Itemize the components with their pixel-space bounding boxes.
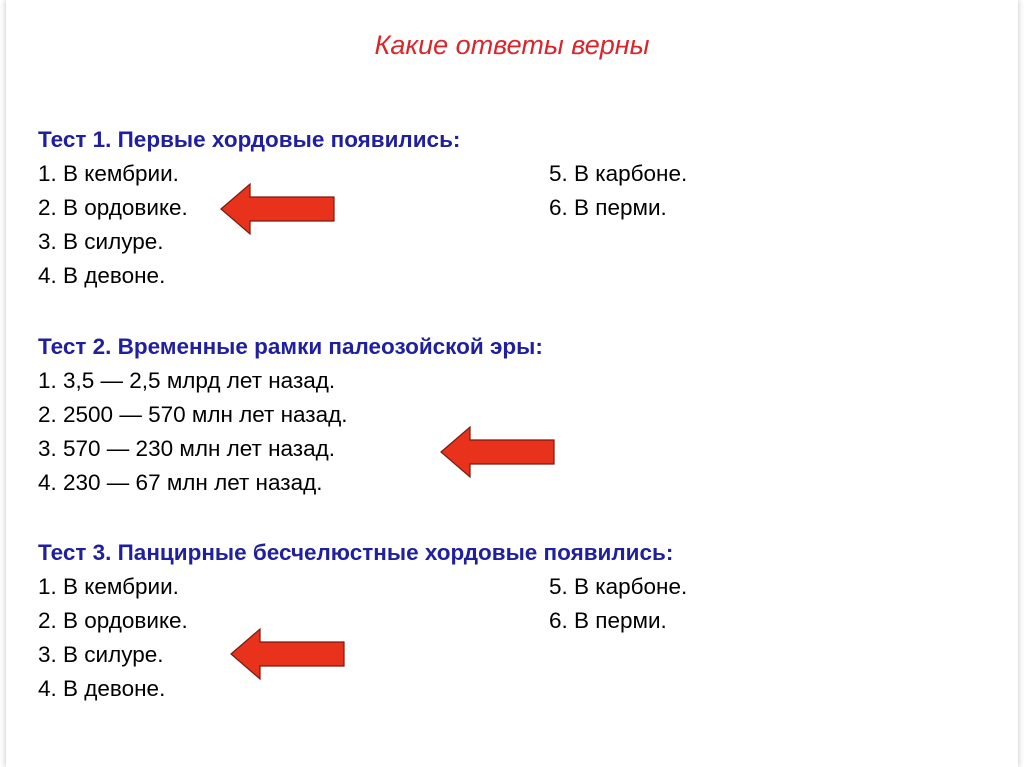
test-2-option-3: 3. 570 — 230 млн лет назад. (38, 436, 335, 461)
answer-arrow-3-shape (231, 629, 344, 679)
test-2-heading: Тест 2. Временные рамки палеозойской эры: (38, 334, 543, 359)
answer-arrow-icon (228, 625, 348, 683)
test-2-option-1: 1. 3,5 — 2,5 млрд лет назад. (38, 368, 336, 393)
test-2-option-4: 4. 230 — 67 млн лет назад. (38, 470, 323, 495)
test-3-option-3: 3. В силуре. (38, 642, 164, 667)
test-3-option-2: 2. В ордовике. (38, 608, 188, 633)
test-1-option-2: 2. В ордовике. (38, 195, 188, 220)
test-3-heading: Тест 3. Панцирные бесчелюстные хордовые появились: (38, 540, 674, 565)
answer-arrow-icon (218, 180, 338, 238)
test-3-option-6: 6. В перми. (549, 608, 667, 633)
test-1-heading: Тест 1. Первые хордовые появились: (38, 127, 461, 152)
answer-arrow-2-shape (441, 427, 554, 477)
answer-arrow-1-shape (221, 184, 334, 234)
test-1-option-5: 5. В карбоне. (549, 161, 688, 186)
slide (6, 0, 1018, 767)
test-2-option-2: 2. 2500 — 570 млн лет назад. (38, 402, 348, 427)
test-3-option-5: 5. В карбоне. (549, 574, 688, 599)
test-1-option-4: 4. В девоне. (38, 263, 166, 288)
test-3-option-1: 1. В кембрии. (38, 574, 179, 599)
test-1-option-6: 6. В перми. (549, 195, 667, 220)
test-1-option-1: 1. В кембрии. (38, 161, 179, 186)
test-1-option-3: 3. В силуре. (38, 229, 164, 254)
answer-arrow-icon (438, 423, 558, 481)
slide-title: Какие ответы верны (374, 30, 650, 60)
test-3-option-4: 4. В девоне. (38, 676, 166, 701)
